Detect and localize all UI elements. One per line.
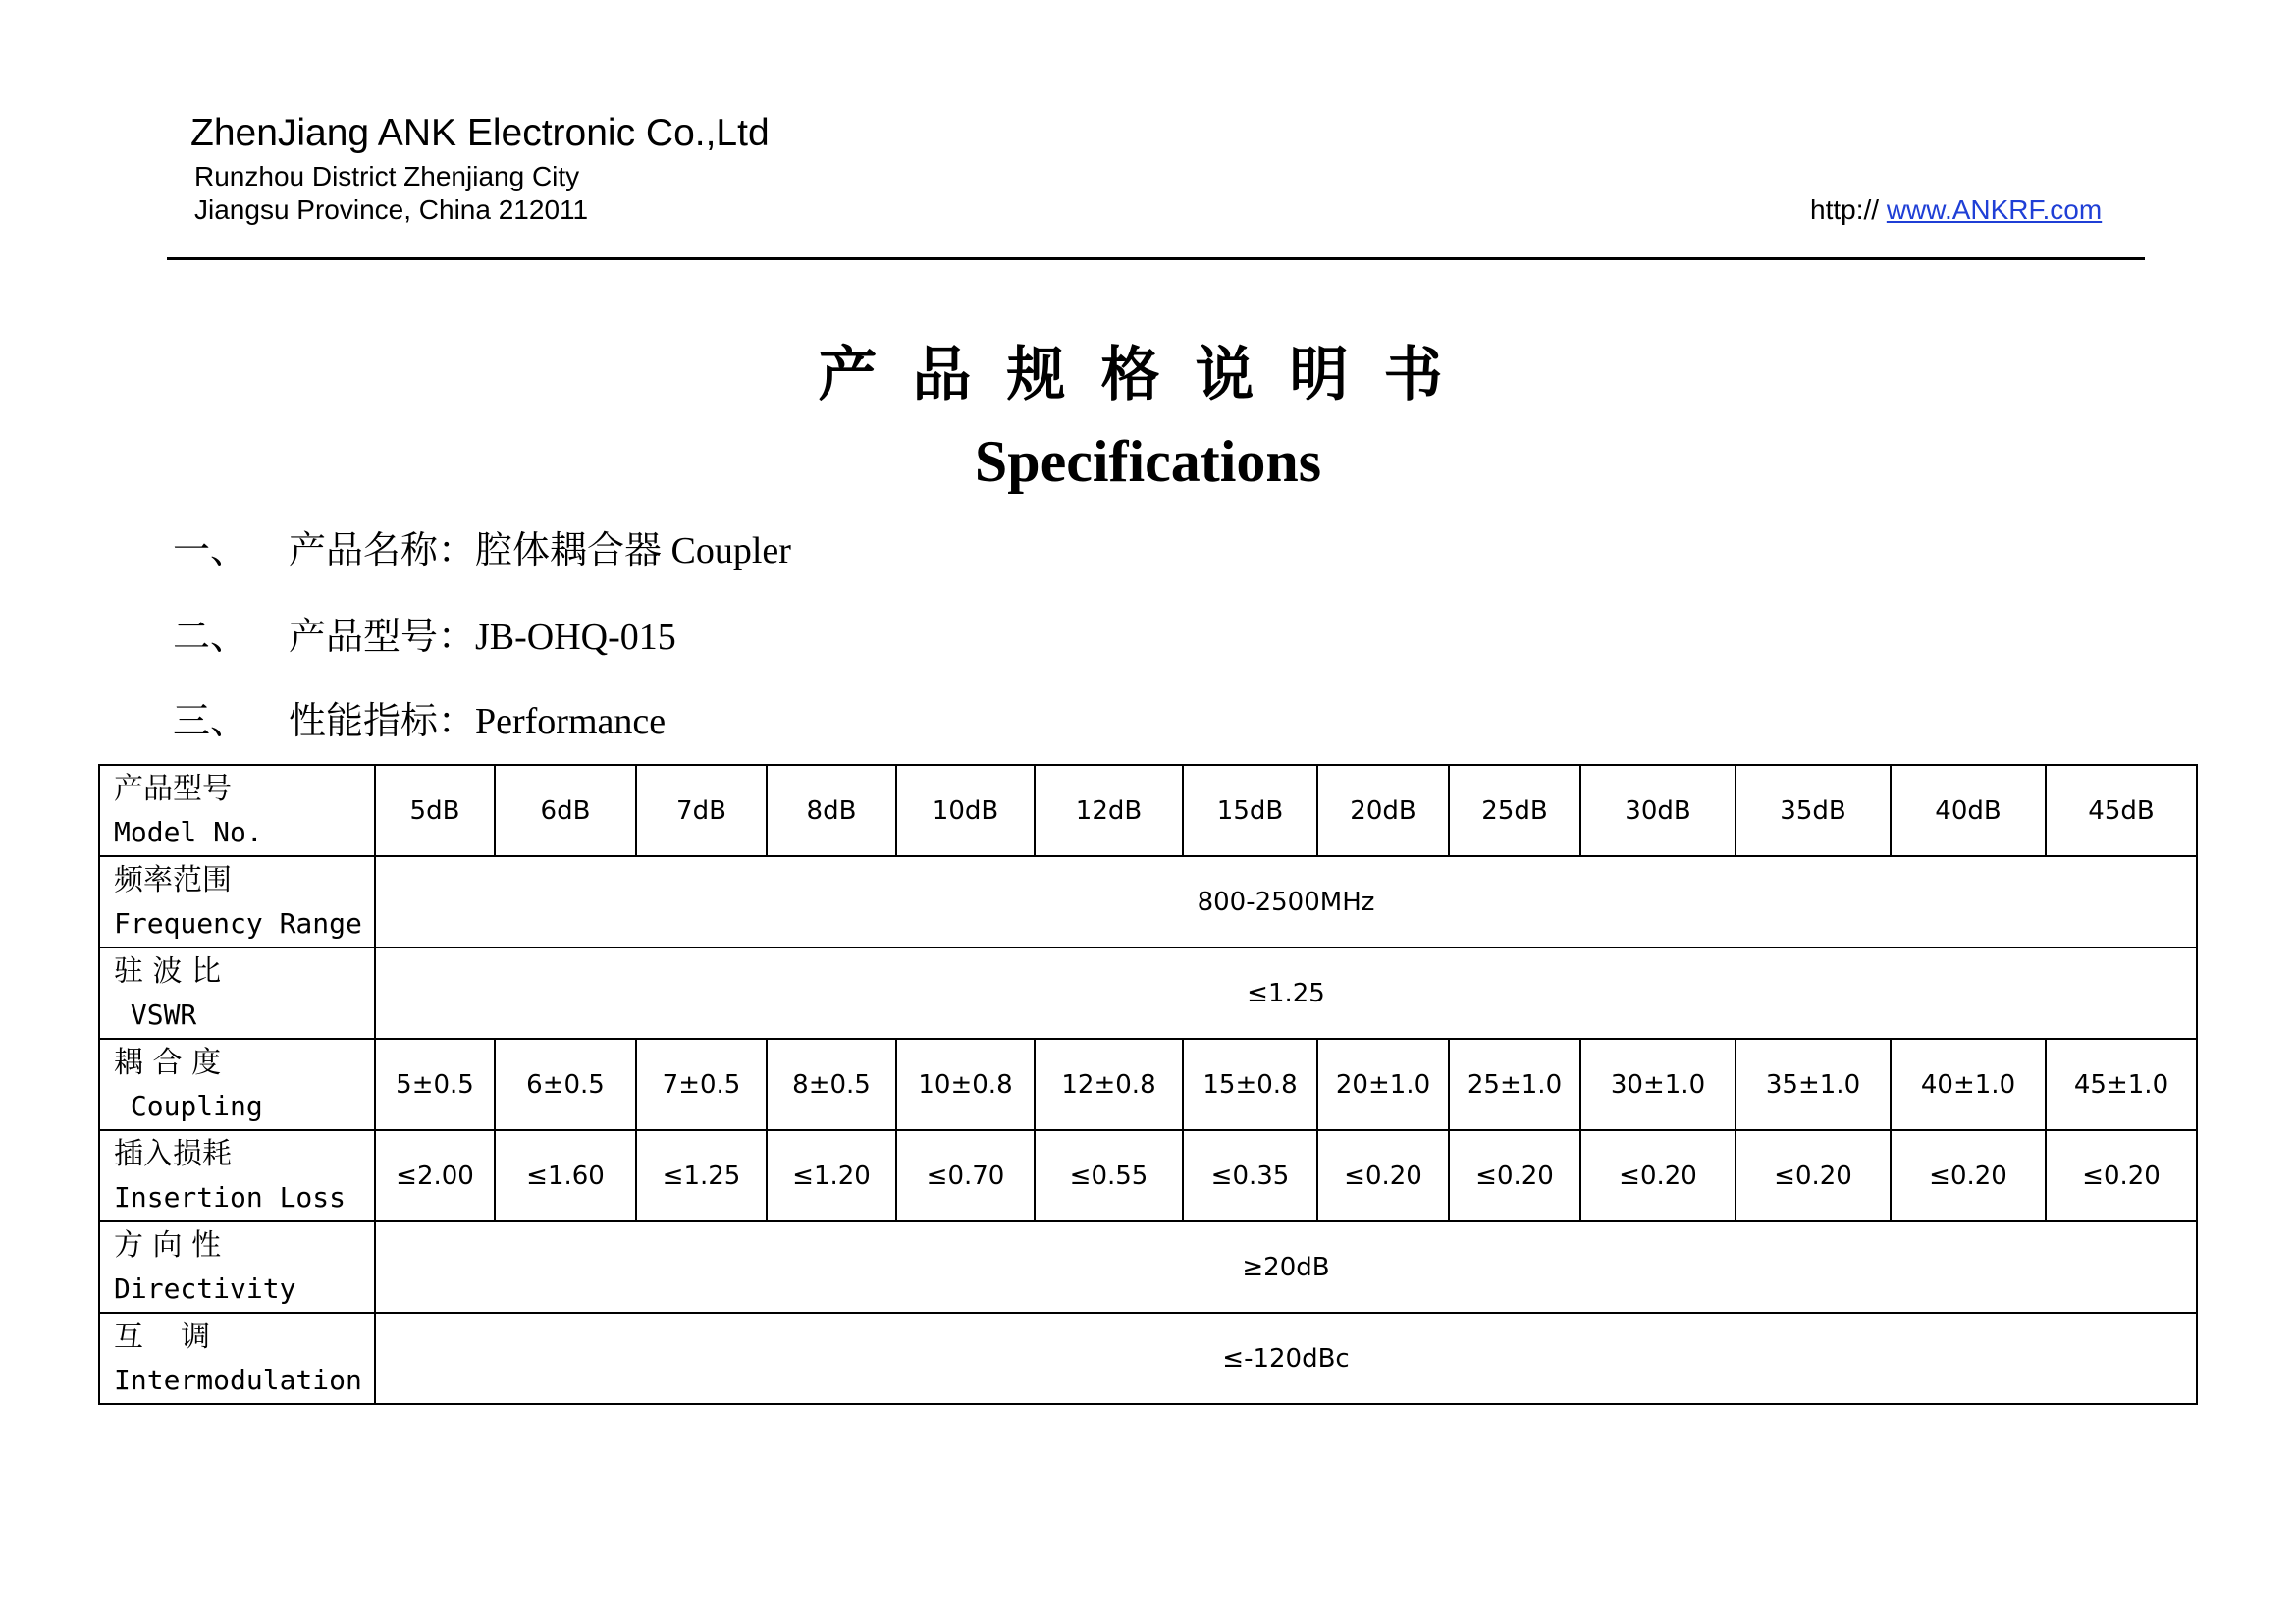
website (1810, 196, 2102, 224)
row-label (99, 1039, 375, 1130)
model-cell: 30dB (1580, 765, 1735, 856)
model-cell: 12dB (1035, 765, 1183, 856)
coupling-cell: 5±0.5 (375, 1039, 495, 1130)
label-cn: 插入损耗 (114, 1136, 232, 1171)
label-en: Frequency Range (114, 906, 362, 940)
model-cell: 5dB (375, 765, 495, 856)
model-cell: 15dB (1183, 765, 1317, 856)
model-cell: 6dB (495, 765, 636, 856)
coupling-cell: 30±1.0 (1580, 1039, 1735, 1130)
model-cell: 20dB (1317, 765, 1449, 856)
company-name: ZhenJiang ANK Electronic Co.,Ltd (190, 112, 770, 154)
row-frequency (99, 856, 2197, 947)
label-en: Insertion Loss (114, 1180, 347, 1214)
website-link[interactable]: www.ANKRF.com (1886, 194, 2103, 225)
coupling-cell: 45±1.0 (2046, 1039, 2197, 1130)
insertion-loss-cell: ≤0.35 (1183, 1130, 1317, 1221)
address-line-1: Runzhou District Zhenjiang City (194, 161, 580, 191)
label-cn: 方 向 性 (114, 1227, 222, 1263)
row-coupling (99, 1039, 2197, 1130)
model-cell: 35dB (1735, 765, 1891, 856)
website-prefix: http:// (1810, 194, 1887, 225)
insertion-loss-cell: ≤0.20 (1735, 1130, 1891, 1221)
insertion-loss-cell: ≤1.20 (767, 1130, 896, 1221)
row-model (99, 765, 2197, 856)
insertion-loss-cell: ≤0.70 (896, 1130, 1035, 1221)
insertion-loss-cell: ≤0.20 (1317, 1130, 1449, 1221)
model-cell: 45dB (2046, 765, 2197, 856)
coupling-cell: 40±1.0 (1891, 1039, 2046, 1130)
item-performance (173, 703, 666, 740)
coupling-cell: 10±0.8 (896, 1039, 1035, 1130)
coupling-cell: 12±0.8 (1035, 1039, 1183, 1130)
item-text: 产品名称：腔体耦合器 Coupler (289, 530, 791, 571)
coupling-cell: 7±0.5 (636, 1039, 767, 1130)
intermodulation-value: ≤-120dBc (375, 1313, 2197, 1404)
item-text: 性能指标：Performance (289, 701, 667, 742)
address-line-2: Jiangsu Province, China 212011 (194, 194, 589, 225)
insertion-loss-cell: ≤1.25 (636, 1130, 767, 1221)
label-cn: 驻 波 比 (114, 953, 222, 989)
item-number: 一、 (173, 530, 248, 571)
coupling-cell: 8±0.5 (767, 1039, 896, 1130)
label-cn: 产品型号 (114, 771, 232, 806)
insertion-loss-cell: ≤0.20 (1449, 1130, 1580, 1221)
coupling-cell: 35±1.0 (1735, 1039, 1891, 1130)
label-en: VSWR (114, 998, 197, 1031)
coupling-cell: 6±0.5 (495, 1039, 636, 1130)
item-text: 产品型号：JB-OHQ-015 (289, 617, 676, 658)
row-intermodulation (99, 1313, 2197, 1404)
frequency-value: 800-2500MHz (375, 856, 2197, 947)
title-english: Specifications (974, 429, 1322, 494)
label-en: Coupling (114, 1089, 263, 1122)
item-product-name (173, 532, 791, 569)
item-product-model (173, 619, 676, 656)
insertion-loss-cell: ≤2.00 (375, 1130, 495, 1221)
model-cell: 8dB (767, 765, 896, 856)
header-divider (167, 257, 2145, 260)
row-label (99, 1313, 375, 1404)
insertion-loss-cell: ≤0.20 (1580, 1130, 1735, 1221)
label-cn: 互 调 (114, 1319, 211, 1354)
insertion-loss-cell: ≤0.20 (2046, 1130, 2197, 1221)
vswr-value: ≤1.25 (375, 947, 2197, 1039)
item-number: 二、 (173, 617, 248, 658)
spec-table (98, 764, 2198, 1405)
row-label (99, 1221, 375, 1313)
model-cell: 25dB (1449, 765, 1580, 856)
row-directivity (99, 1221, 2197, 1313)
model-cell: 40dB (1891, 765, 2046, 856)
row-label (99, 947, 375, 1039)
model-cell: 7dB (636, 765, 767, 856)
row-insertion-loss (99, 1130, 2197, 1221)
directivity-value: ≥20dB (375, 1221, 2197, 1313)
insertion-loss-cell: ≤0.20 (1891, 1130, 2046, 1221)
model-cell: 10dB (896, 765, 1035, 856)
coupling-cell: 20±1.0 (1317, 1039, 1449, 1130)
label-en: Intermodulation (114, 1363, 362, 1396)
insertion-loss-cell: ≤1.60 (495, 1130, 636, 1221)
label-cn: 耦 合 度 (114, 1045, 222, 1080)
row-vswr (99, 947, 2197, 1039)
coupling-cell: 15±0.8 (1183, 1039, 1317, 1130)
item-number: 三、 (173, 701, 248, 742)
row-label (99, 765, 375, 856)
label-cn: 频率范围 (114, 862, 232, 897)
label-en: Model No. (114, 815, 263, 848)
row-label (99, 856, 375, 947)
coupling-cell: 25±1.0 (1449, 1039, 1580, 1130)
row-label (99, 1130, 375, 1221)
title-chinese: 产品规格说明书 (818, 341, 1478, 409)
insertion-loss-cell: ≤0.55 (1035, 1130, 1183, 1221)
label-en: Directivity (114, 1272, 296, 1305)
